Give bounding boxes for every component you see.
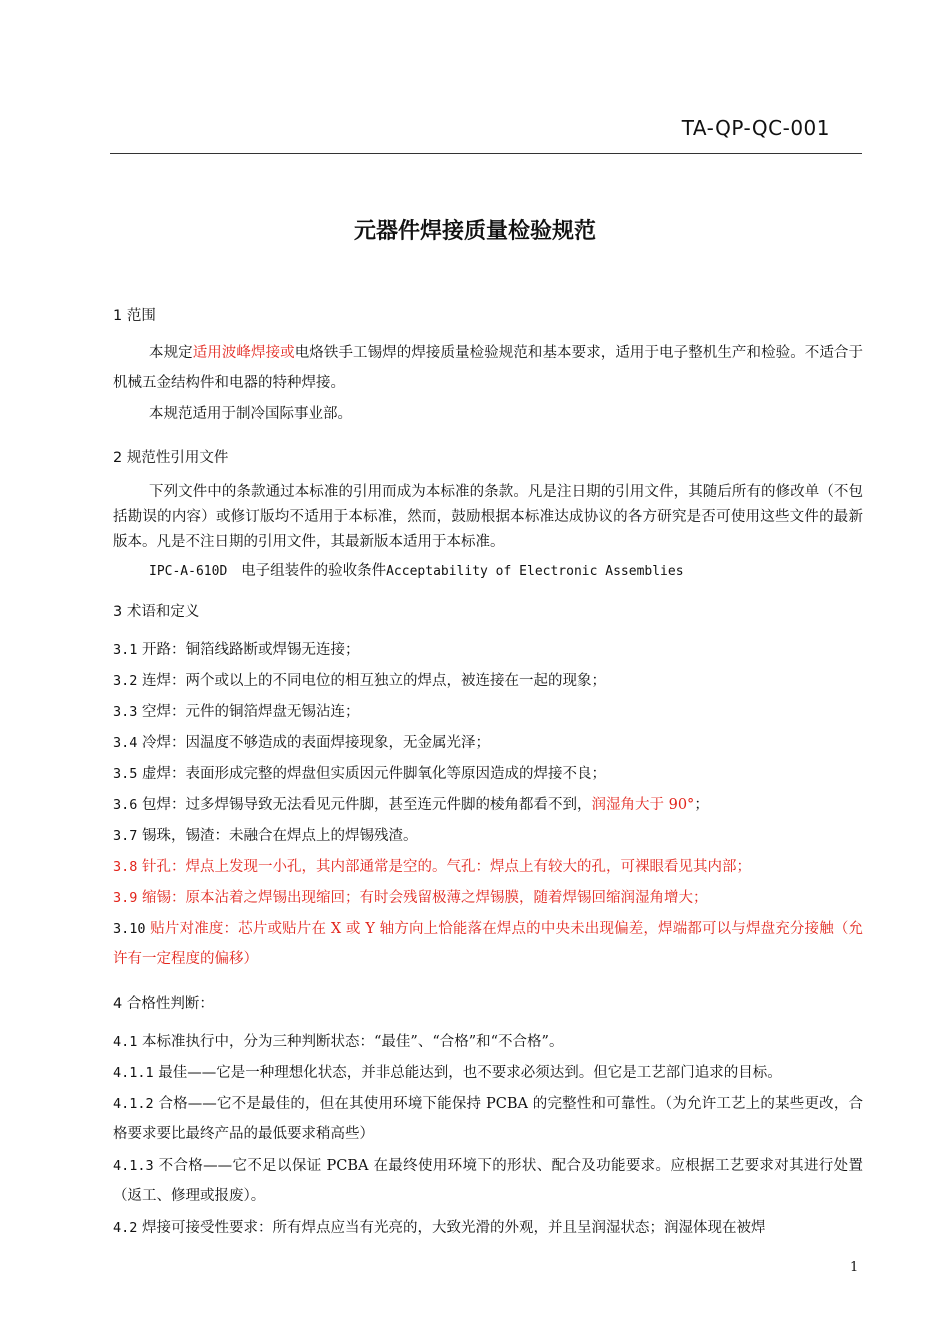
item-text: 焊接可接受性要求：所有焊点应当有光亮的，大致光滑的外观，并且呈润湿状态；润湿体现在被焊: [142, 1220, 766, 1236]
definition-item: [113, 728, 863, 758]
reference-code: IPC-A-610D: [149, 564, 228, 579]
definition-item: [113, 790, 863, 820]
page-number: 1: [850, 1260, 859, 1275]
judgment-item: [113, 1058, 863, 1088]
scope-highlight: 适用波峰焊接或: [192, 345, 295, 361]
header-rule: [110, 153, 862, 154]
judgment-item: [113, 1213, 863, 1243]
item-number: 3.5: [113, 766, 138, 782]
item-text: 合格——它不是最佳的，但在其使用环境下能保持 PCBA 的完整性和可靠性。（为允许工艺上的某些更改，合格要求要比最终产品的最低要求稍高些）: [113, 1096, 863, 1142]
scope-text-start: 本规定: [149, 345, 193, 361]
definition-item: [113, 759, 863, 789]
item-number: 3.7: [113, 828, 138, 844]
item-tail: ；: [694, 797, 709, 813]
item-text: 锡珠，锡渣：未融合在焊点上的焊锡残渣。: [142, 828, 418, 844]
item-number: 3.3: [113, 704, 138, 720]
item-number: 3.8: [113, 859, 138, 875]
item-number: 4.1.2: [113, 1096, 154, 1112]
item-number: 4.1.3: [113, 1158, 154, 1174]
section-4-heading: 4 合格性判断：: [113, 996, 214, 1012]
item-highlight: 缩锡：原本沾着之焊锡出现缩回；有时会残留极薄之焊锡膜，随着焊锡回缩润湿角增大；: [142, 890, 708, 906]
item-number: 3.9: [113, 890, 138, 906]
item-highlight: 润湿角大于 90°: [591, 797, 695, 813]
item-number: 3.6: [113, 797, 138, 813]
item-highlight: 针孔：焊点上发现一小孔，其内部通常是空的。气孔：焊点上有较大的孔，可裸眼看见其内部；: [142, 859, 751, 875]
item-text: 最佳——它是一种理想化状态，并非总能达到，也不要求必须达到。但它是工艺部门追求的目标。: [158, 1065, 782, 1081]
section-2-paragraph: 下列文件中的条款通过本标准的引用而成为本标准的条款。凡是注日期的引用文件，其随后所有的修改单（不包括勘误的内容）或修订版均不适用于本标准，然而，鼓励根据本标准达成协议的各方研究是否可使用这些文件的最新版本。凡是不注日期的引用文件，其最新版本适用于本标准。: [113, 484, 863, 550]
document-title: 元器件焊接质量检验规范: [353, 219, 596, 244]
judgment-item: [113, 1151, 863, 1211]
document-number: TA-QP-QC-001: [681, 116, 830, 140]
definition-item: [113, 666, 863, 696]
section-2-heading: 2 规范性引用文件: [113, 450, 229, 466]
item-text: 虚焊：表面形成完整的焊盘但实质因元件脚氧化等原因造成的焊接不良；: [142, 766, 606, 782]
item-text: 本标准执行中，分为三种判断状态：“最佳”、“合格”和“不合格”。: [142, 1034, 564, 1050]
item-text: 包焊：过多焊锡导致无法看见元件脚，甚至连元件脚的棱角都看不到，: [142, 797, 592, 813]
item-number: 4.1: [113, 1034, 138, 1050]
item-text: 不合格——它不足以保证 PCBA 在最终使用环境下的形状、配合及功能要求。应根据工艺要求对其进行处置（返工、修理或报废）。: [113, 1158, 864, 1204]
section-1-paragraph: [113, 338, 863, 398]
item-number: 3.1: [113, 642, 138, 658]
item-number: 3.2: [113, 673, 138, 689]
judgment-item: [113, 1027, 863, 1057]
item-text: 连焊：两个或以上的不同电位的相互独立的焊点，被连接在一起的现象；: [142, 673, 606, 689]
section-1-heading: 1 范围: [113, 308, 156, 324]
item-text: 空焊：元件的铜箔焊盘无锡沾连；: [142, 704, 360, 720]
reference-title-en: Acceptability of Electronic Assemblies: [386, 564, 684, 579]
reference-title-cn: 电子组装件的验收条件: [241, 563, 387, 579]
item-number: 4.1.1: [113, 1065, 154, 1081]
reference-entry: [113, 556, 863, 587]
definition-item: [113, 852, 863, 882]
definition-item: [113, 914, 863, 974]
item-text: 冷焊：因温度不够造成的表面焊接现象，无金属光泽；: [142, 735, 490, 751]
scope-text-rest: 电烙铁手工锡焊的焊接质量检验规范和基本要求，适用于电子整机生产和检验。不适合于机械五金结构件和电器的特种焊接。: [113, 345, 864, 391]
item-highlight: 贴片对准度：芯片或贴片在 X 或 Y 轴方向上恰能落在焊点的中央未出现偏差，焊端都可以与焊盘充分接触（允许有一定程度的偏移）: [113, 921, 864, 967]
item-number: 3.4: [113, 735, 138, 751]
section-3-heading: 3 术语和定义: [113, 604, 200, 620]
judgment-item: [113, 1089, 863, 1149]
item-number: 3.10: [113, 921, 146, 937]
definition-item: [113, 635, 863, 665]
section-1-applicability: 本规范适用于制冷国际事业部。: [149, 406, 352, 422]
definition-item: [113, 697, 863, 727]
definition-item: [113, 883, 863, 913]
item-text: 开路：铜箔线路断或焊锡无连接；: [142, 642, 360, 658]
definition-item: [113, 821, 863, 851]
item-number: 4.2: [113, 1220, 138, 1236]
